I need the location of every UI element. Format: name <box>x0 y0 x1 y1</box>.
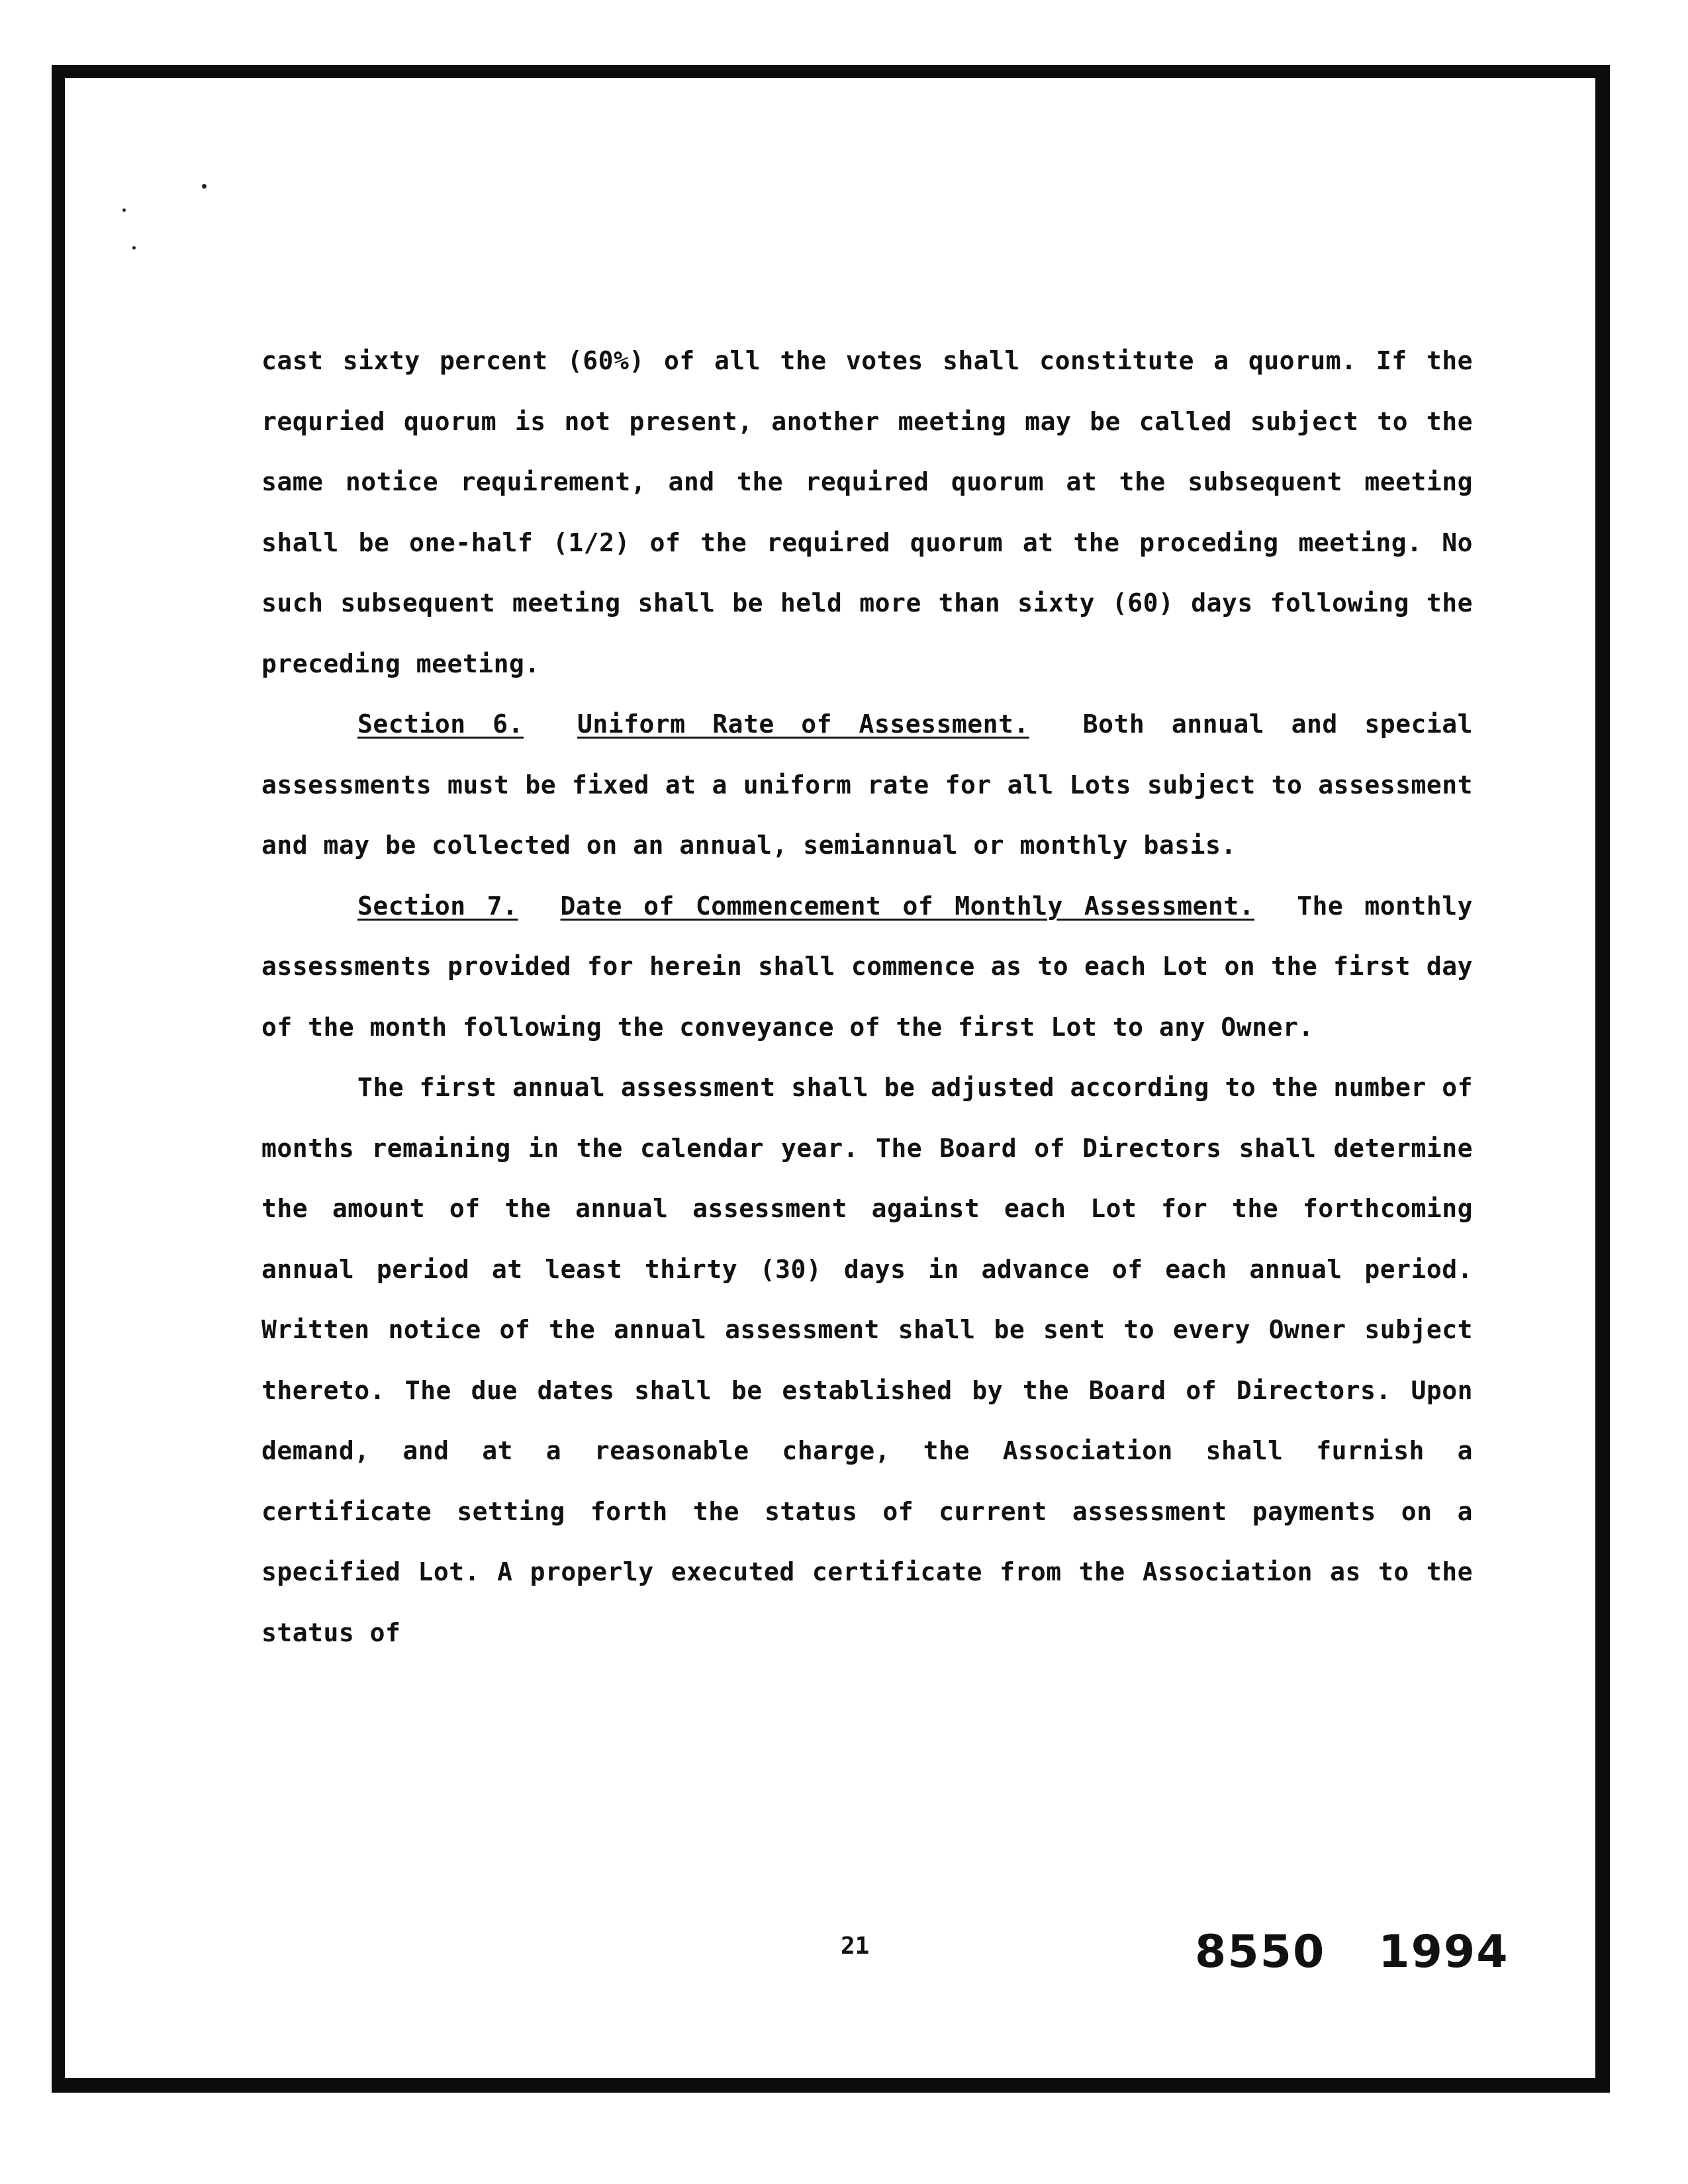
scan-speck <box>132 246 136 250</box>
paragraph-section-7 <box>261 876 1473 1058</box>
scan-speck <box>202 184 207 189</box>
page-number: 21 <box>841 1933 870 1960</box>
scan-border-right <box>1595 65 1610 2091</box>
paragraph-text: cast sixty percent (60%) of all the votes shall constitute a quorum. If the requried quorum is not present, another meeting may be called subject to the same notice requirement, and the required quorum at the subsequent meeting shall be one-half (1/2) of the required quorum at the proceding meeting. No such subsequent meeting shall be held more than sixty (60) days following the preceding meeting. <box>261 346 1473 678</box>
paragraph-text: The monthly assessments provided for herein shall commence as to each Lot on the first day of the month following the conveyance of the first Lot to any Owner. <box>261 891 1473 1042</box>
paragraph-section-6 <box>261 694 1473 876</box>
scan-border-left <box>52 65 65 2091</box>
section-7-title: Date of Commencement of Monthly Assessment. <box>560 891 1255 921</box>
paragraph-text: The first annual assessment shall be adjusted according to the number of months remaining in the calendar year. The Board of Directors shall determine the amount of the annual assessment against each Lot for the forthcoming annual period at least thirty (30) days in advance of each annual period. Written notice of the annual assessment shall be sent to every Owner subject thereto. The due dates shall be established by the Board of Directors. Upon demand, and at a reasonable charge, the Association shall furnish a certificate setting forth the status of current assessment payments on a specified Lot. A properly executed certificate from the Association as to the status of <box>261 1073 1473 1647</box>
paragraph-annual-assessment <box>261 1058 1473 1663</box>
scan-speck <box>122 208 126 212</box>
stamp-page-number: 1994 <box>1378 1926 1509 1978</box>
scan-border-bottom <box>52 2078 1610 2093</box>
document-body <box>261 331 1473 1663</box>
stamp-book-number: 8550 <box>1195 1926 1326 1978</box>
paragraph-text: Both annual and special assessments must be fixed at a uniform rate for all Lots subject to assessment and may be collected on an annual, semiannual or monthly basis. <box>261 709 1473 860</box>
paragraph-quorum <box>261 331 1473 694</box>
section-6-label: Section 6. <box>357 709 524 739</box>
scan-border-top <box>52 65 1609 78</box>
recording-stamp <box>1195 1926 1509 1978</box>
section-7-label: Section 7. <box>357 891 518 921</box>
section-6-title: Uniform Rate of Assessment. <box>577 709 1029 739</box>
